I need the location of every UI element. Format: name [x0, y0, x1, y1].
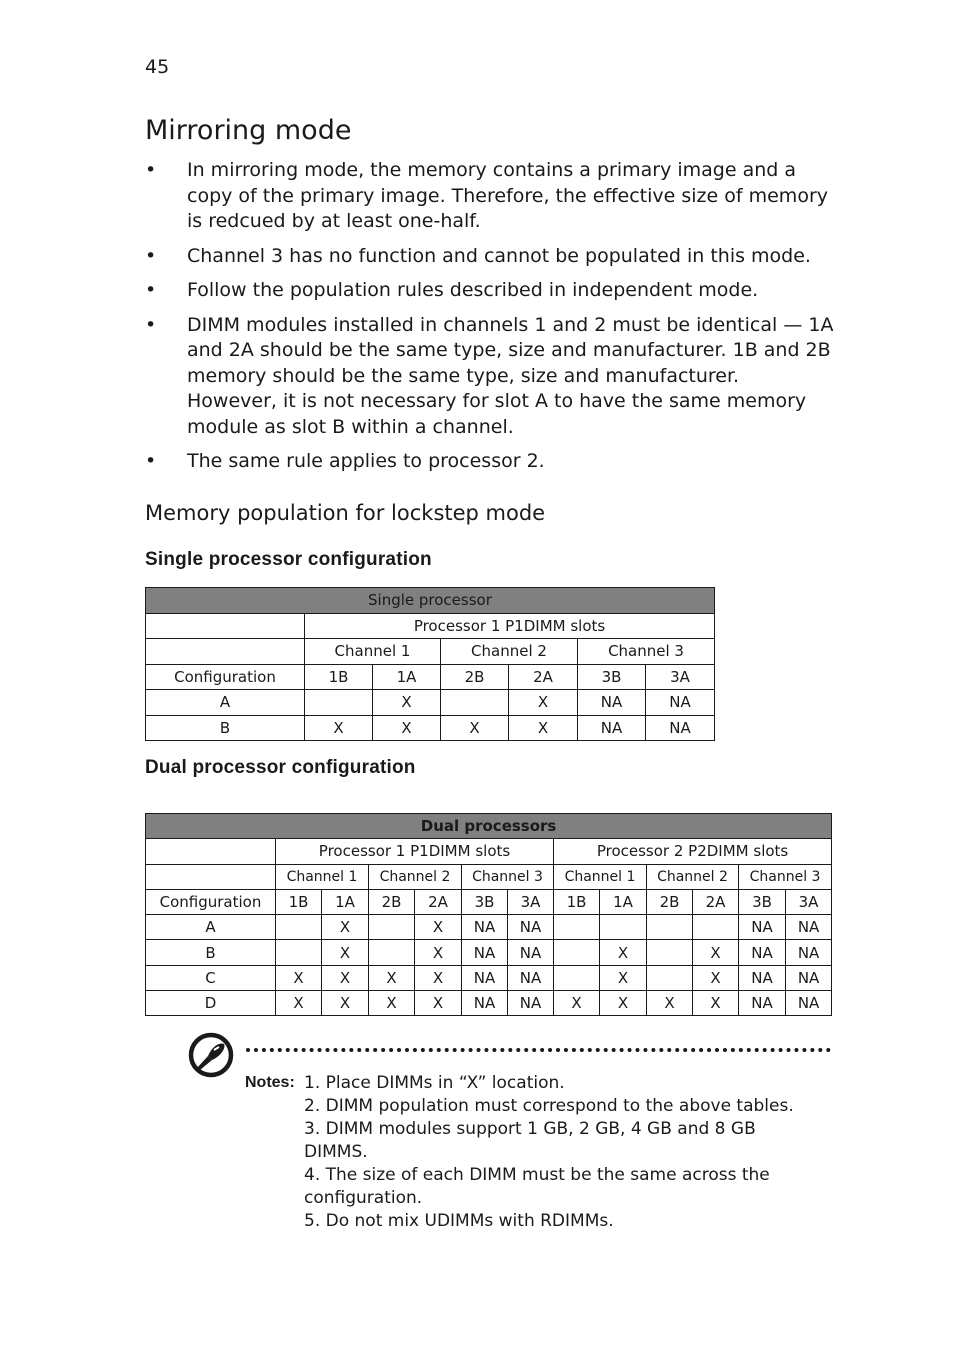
slot-cell [276, 940, 322, 965]
slot-cell: X [600, 940, 647, 965]
slot-cell: X [600, 965, 647, 990]
channel-header: Channel 2 [369, 864, 462, 889]
slot-cell: X [554, 991, 600, 1016]
bullet-marker: • [145, 450, 157, 472]
bullet-marker: • [145, 279, 157, 301]
config-cell: B [146, 715, 305, 741]
table-row [146, 940, 832, 965]
bullet-text: The same rule applies to processor 2. [187, 450, 545, 472]
slot-cell: NA [462, 940, 508, 965]
slot-header: 3A [508, 889, 554, 914]
note-item: 5. Do not mix UDIMMs with RDIMMs. [304, 1211, 614, 1231]
slot-cell: NA [786, 915, 832, 940]
bullet-item [145, 313, 835, 441]
slot-cell: X [369, 965, 415, 990]
slot-cell: NA [646, 690, 715, 716]
slot-cell [554, 940, 600, 965]
table-row [146, 915, 832, 940]
bullet-list [145, 158, 835, 484]
slot-cell: X [322, 940, 369, 965]
configuration-header: Configuration [146, 664, 305, 690]
slot-cell: X [322, 991, 369, 1016]
slot-cell: X [415, 940, 462, 965]
note-item: 4. The size of each DIMM must be the same across the configuration. [304, 1165, 770, 1208]
configuration-header: Configuration [146, 889, 276, 914]
table-title: Dual processors [146, 814, 832, 839]
slot-cell: X [441, 715, 509, 741]
bullet-marker: • [145, 244, 157, 267]
config-cell: A [146, 690, 305, 716]
slot-header: 2B [647, 889, 693, 914]
empty-cell [146, 864, 276, 889]
slot-row [146, 664, 715, 690]
empty-cell [146, 613, 305, 639]
slot-cell: X [509, 715, 578, 741]
page-number: 45 [145, 56, 170, 78]
slot-cell: X [322, 915, 369, 940]
slot-cell: X [322, 965, 369, 990]
processor-row [146, 613, 715, 639]
slot-header: 1B [276, 889, 322, 914]
slot-cell: X [415, 965, 462, 990]
channel-header: Channel 2 [647, 864, 739, 889]
table-row [146, 690, 715, 716]
table-title-row [146, 814, 832, 839]
slot-cell [554, 965, 600, 990]
slot-cell: NA [462, 965, 508, 990]
table-row [146, 991, 832, 1016]
slot-header: 3B [739, 889, 786, 914]
processor-header: Processor 1 P1DIMM slots [305, 613, 715, 639]
slot-cell: NA [508, 965, 554, 990]
processor-header: Processor 1 P1DIMM slots [276, 839, 554, 864]
processor-header: Processor 2 P2DIMM slots [554, 839, 832, 864]
slot-cell: NA [578, 715, 646, 741]
slot-cell [305, 690, 373, 716]
slot-cell [693, 915, 739, 940]
note-divider [246, 1048, 831, 1052]
slot-header: 1A [322, 889, 369, 914]
slot-cell: X [276, 991, 322, 1016]
slot-cell: NA [739, 965, 786, 990]
slot-cell: NA [578, 690, 646, 716]
config-cell: D [146, 991, 276, 1016]
bullet-text: Follow the population rules described in independent mode. [187, 279, 759, 301]
slot-cell: NA [739, 940, 786, 965]
bullet-marker: • [145, 313, 157, 336]
slot-header: 1B [554, 889, 600, 914]
config-cell: B [146, 940, 276, 965]
slot-cell: X [693, 940, 739, 965]
slot-header: 3A [646, 664, 715, 690]
slot-cell [600, 915, 647, 940]
table-title: Single processor [146, 588, 715, 614]
slot-header: 1A [600, 889, 647, 914]
slot-cell: X [509, 690, 578, 716]
slot-header: 1B [305, 664, 373, 690]
channel-header: Channel 3 [578, 639, 715, 665]
table-row [146, 965, 832, 990]
slot-cell [647, 965, 693, 990]
channel-header: Channel 3 [462, 864, 554, 889]
channel-row [146, 864, 832, 889]
dual-processor-table [145, 813, 832, 1016]
slot-cell: NA [786, 940, 832, 965]
slot-cell: NA [462, 915, 508, 940]
slot-cell: X [373, 690, 441, 716]
bullet-item [145, 244, 835, 270]
note-item: 3. DIMM modules support 1 GB, 2 GB, 4 GB and 8 GB DIMMS. [304, 1119, 756, 1162]
slot-cell: X [693, 991, 739, 1016]
config-cell: C [146, 965, 276, 990]
slot-cell: NA [739, 915, 786, 940]
channel-header: Channel 1 [554, 864, 647, 889]
slot-cell: X [415, 915, 462, 940]
slot-cell: X [305, 715, 373, 741]
slot-row [146, 889, 832, 914]
slot-cell [276, 915, 322, 940]
bullet-text: Channel 3 has no function and cannot be populated in this mode. [187, 244, 811, 267]
slot-cell [369, 915, 415, 940]
slot-cell: NA [786, 991, 832, 1016]
table-title-row [146, 588, 715, 614]
slot-cell: X [415, 991, 462, 1016]
bullet-marker: • [145, 159, 157, 181]
slot-cell: X [373, 715, 441, 741]
config-cell: A [146, 915, 276, 940]
channel-header: Channel 1 [305, 639, 441, 665]
slot-cell: X [369, 991, 415, 1016]
note-pen-icon [188, 1032, 234, 1078]
slot-header: 2A [415, 889, 462, 914]
notes-label: Notes: [245, 1074, 295, 1091]
slot-cell: X [600, 991, 647, 1016]
processor-row [146, 839, 832, 864]
bullet-item [145, 158, 835, 235]
slot-cell [554, 915, 600, 940]
note-item: 1. Place DIMMs in “X” location. [304, 1073, 565, 1093]
channel-row [146, 639, 715, 665]
slot-header: 1A [373, 664, 441, 690]
slot-cell: X [693, 965, 739, 990]
channel-header: Channel 1 [276, 864, 369, 889]
slot-cell [647, 940, 693, 965]
table-row [146, 715, 715, 741]
channel-header: Channel 2 [441, 639, 578, 665]
note-item: 2. DIMM population must correspond to the above tables. [304, 1096, 794, 1116]
slot-cell: NA [739, 991, 786, 1016]
bullet-text: DIMM modules installed in channels 1 and 2 must be identical — 1A and 2A should be the same type, size and manufacturer. 1B and 2B memory should be the same type, size and manufacturer. However, it is not necessary for slot A to have the same memory module as slot B within a channel. [187, 313, 834, 438]
single-processor-table [145, 587, 715, 741]
slot-cell: NA [786, 965, 832, 990]
slot-header: 3B [462, 889, 508, 914]
slot-cell: X [276, 965, 322, 990]
slot-cell [441, 690, 509, 716]
slot-header: 3B [578, 664, 646, 690]
slot-cell: NA [646, 715, 715, 741]
slot-header: 2B [441, 664, 509, 690]
slot-header: 2B [369, 889, 415, 914]
channel-header: Channel 3 [739, 864, 832, 889]
slot-cell: NA [508, 991, 554, 1016]
slot-cell: NA [508, 915, 554, 940]
slot-header: 2A [509, 664, 578, 690]
bullet-item [145, 278, 835, 304]
empty-cell [146, 639, 305, 665]
slot-cell [647, 915, 693, 940]
bullet-text: In mirroring mode, the memory contains a primary image and a copy of the primary image. Therefore, the effective size of memory is redcued by at least one-half. [187, 159, 828, 232]
single-processor-heading: Single processor configuration [145, 549, 432, 570]
dual-processor-heading: Dual processor configuration [145, 757, 416, 778]
slot-header: 2A [693, 889, 739, 914]
section-title: Mirroring mode [145, 115, 352, 146]
slot-cell: X [647, 991, 693, 1016]
slot-cell [369, 940, 415, 965]
slot-cell: NA [508, 940, 554, 965]
notes-list [304, 1072, 824, 1233]
subsection-title: Memory population for lockstep mode [145, 501, 546, 525]
bullet-item [145, 449, 835, 475]
slot-cell: NA [462, 991, 508, 1016]
empty-cell [146, 839, 276, 864]
slot-header: 3A [786, 889, 832, 914]
